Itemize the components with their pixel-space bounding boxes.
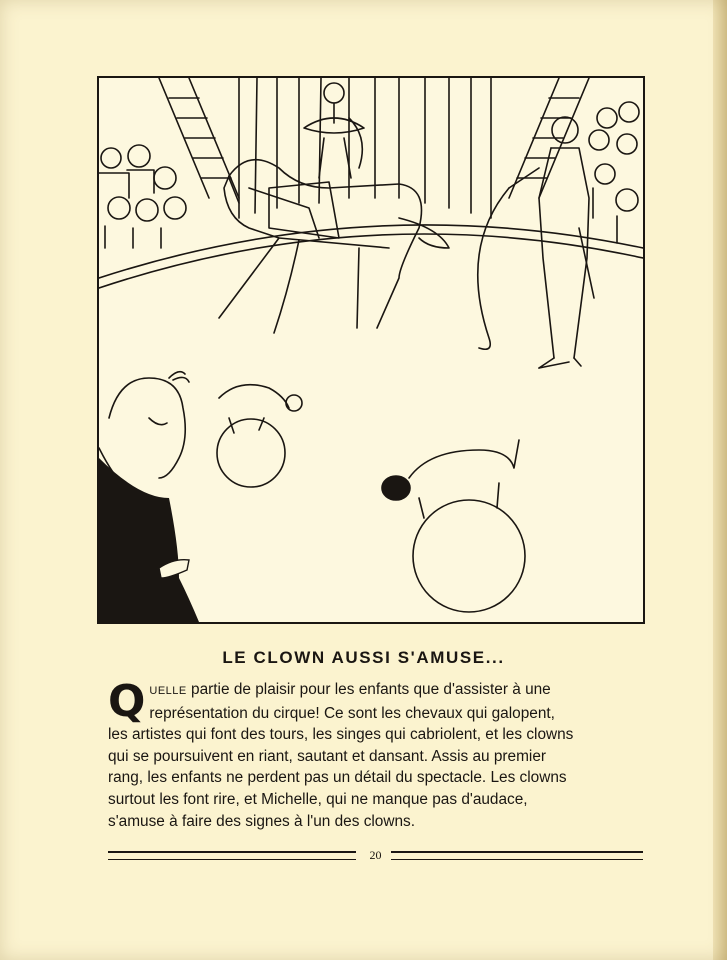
horse <box>219 160 449 333</box>
right-audience <box>589 102 639 243</box>
circus-scene-illustration <box>99 78 643 622</box>
drop-cap: Q <box>108 676 146 727</box>
page-edge-strip <box>713 0 727 960</box>
first-word: UELLE <box>149 685 187 697</box>
clown-costume <box>99 458 199 622</box>
left-audience <box>99 145 186 248</box>
body-line: partie de plaisir pour les enfants que d'assister à une <box>186 681 551 698</box>
poodle-on-ball <box>217 385 302 487</box>
ballerina-monkey <box>304 83 364 178</box>
body-line: les artistes qui font des tours, les singes qui cabriolent, et les clowns <box>108 726 574 744</box>
body-line: qui se poursuivent en riant, sautant et dansant. Assis au premier <box>108 747 547 765</box>
dog-on-ball <box>382 440 525 612</box>
body-line: surtout les font rire, et Michelle, qui ne manque pas d'audace, <box>108 790 528 808</box>
article-title: LE CLOWN AUSSI S'AMUSE... <box>222 648 505 667</box>
body-line: s'amuse à faire des signes à l'un des clowns. <box>108 812 416 830</box>
footer-rule-right <box>391 851 643 860</box>
body-line: représentation du cirque! Ce sont les chevaux qui galopent, <box>149 704 555 722</box>
body-line: rang, les enfants ne perdent pas un détail du spectacle. Les clowns <box>108 769 567 787</box>
circus-illustration <box>97 76 645 624</box>
article-body <box>108 676 643 832</box>
ringmaster <box>478 117 594 368</box>
page-number: 20 <box>369 848 382 862</box>
page-footer <box>108 848 643 864</box>
